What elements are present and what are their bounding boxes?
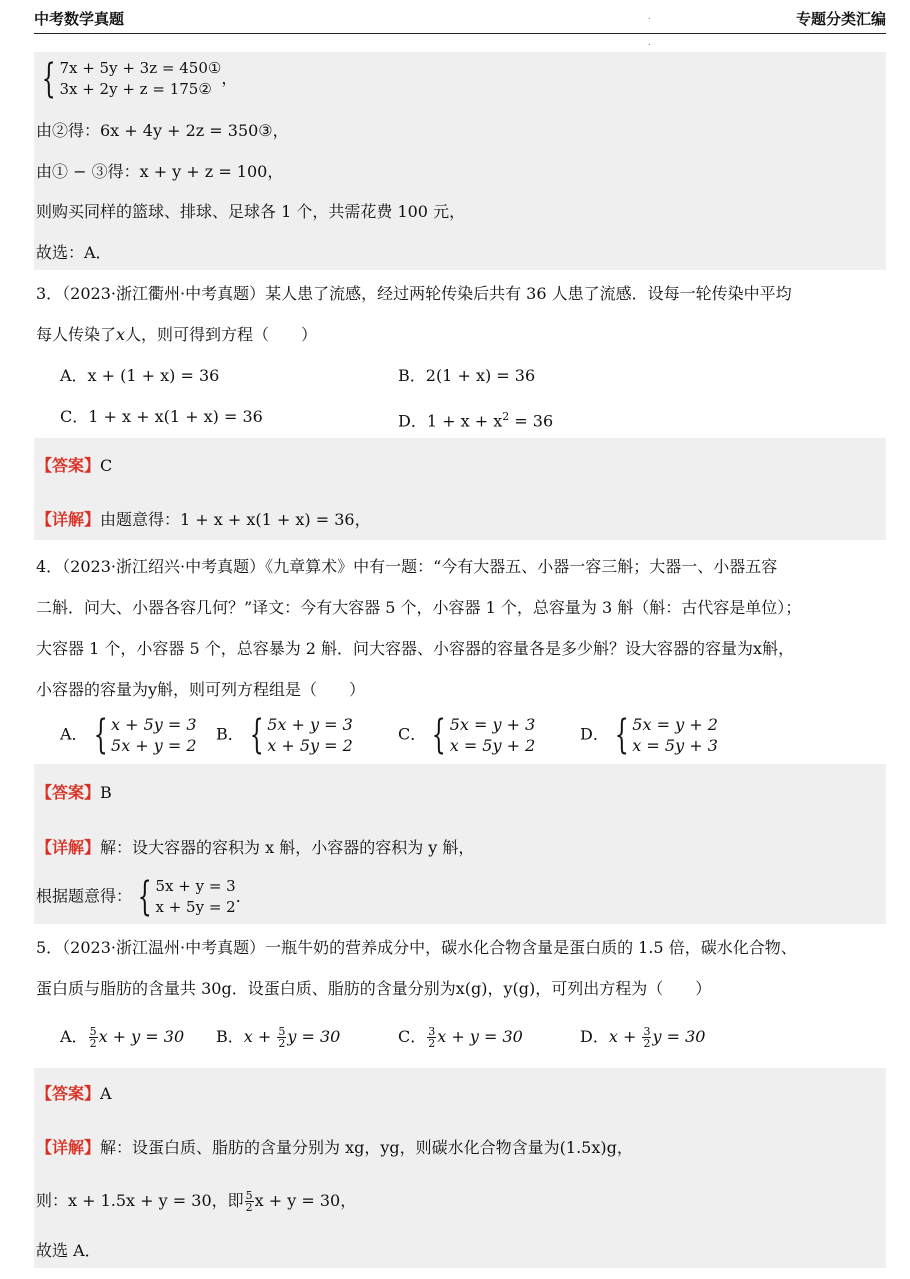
detail-line: 根据题意得： { 5x + y = 3 x + 5y = 2 ． <box>36 874 252 920</box>
question-3-text: 每人传染了x人，则可得到方程（ ） <box>36 325 318 344</box>
header-dot: . <box>648 12 651 21</box>
equation-2: 3x + 2y + z = 175② <box>59 80 212 98</box>
solution-line: 由②得：6x + 4y + 2z = 350③， <box>36 121 289 140</box>
equation-1: 7x + 5y + 3z = 450① <box>59 59 222 77</box>
answer-line: 【答案】A <box>36 1084 112 1103</box>
solution-line: 故选：A． <box>36 243 112 262</box>
option-a: A．x + (1 + x) = 36 <box>60 366 220 385</box>
option-d: D．$1 + x + x^2 = 36$ <box>398 410 554 431</box>
question-5-text: 蛋白质与脂肪的含量共 30g．设蛋白质、脂肪的含量分别为x(g)，y(g)，可列出方程为（ ） <box>36 979 712 998</box>
header-title-left: 中考数学真题 <box>34 10 125 28</box>
option-b: B．x + $\frac{5}{2}$ y = 30 <box>216 1025 341 1050</box>
question-4-text: 小容器的容量为y斛，则可列方程组是（ ） <box>36 680 366 699</box>
question-5-text: 5．（2023·浙江温州·中考真题）一瓶牛奶的营养成分中，碳水化合物含量是蛋白质的 1.5 倍，碳水化合物、 <box>36 938 797 957</box>
option-b: B．2(1 + x) = 36 <box>398 366 536 385</box>
option-a: A． { x + 5y = 3 5x + y = 2 <box>60 712 197 758</box>
answer-block-q5 <box>34 1068 886 1268</box>
option-b: B． { 5x + y = 3 x + 5y = 2 <box>216 712 353 758</box>
solution-line: 则购买同样的篮球、排球、足球各 1 个，共需花费 100 元， <box>36 202 466 221</box>
option-c: C． { 5x = y + 3 x = 5y + 2 <box>398 712 536 758</box>
header-divider <box>34 33 886 34</box>
option-d: D． { 5x = y + 2 x = 5y + 3 <box>580 712 718 758</box>
option-d: D．x + $\frac{3}{2}$ y = 30 <box>580 1025 706 1050</box>
option-c: C． $\frac{3}{2}$ x + y = 30 <box>398 1025 523 1050</box>
detail-line: 【详解】解：设蛋白质、脂肪的含量分别为 xg，yg，则碳水化合物含量为(1.5x)g， <box>36 1138 633 1157</box>
detail-line: 【详解】解：设大容器的容积为 x 斛，小容器的容积为 y 斛， <box>36 838 475 857</box>
solution-line: 由① − ③得：x + y + z = 100， <box>36 162 284 181</box>
equation-system: { 7x + 5y + 3z = 450① 3x + 2y + z = 175② ， <box>41 56 238 102</box>
page-header <box>34 6 886 34</box>
question-4-text: 二斛．问大、小器各容几何？”译文：今有大容器 5 个，小容器 1 个，总容量为 3 斛（斛：古代容是单位）； <box>36 598 802 617</box>
option-c: C．1 + x + x(1 + x) = 36 <box>60 407 263 426</box>
question-4-text: 大容器 1 个，小容器 5 个，总容暴为 2 斛．问大容器、小容器的容量各是多少斛？设大容器的容量为x斛， <box>36 639 795 658</box>
header-dot: . <box>648 38 651 47</box>
detail-line: 故选 A． <box>36 1241 101 1260</box>
option-a: A． $\frac{5}{2}$ x + y = 30 <box>60 1025 185 1050</box>
header-title-right: 专题分类汇编 <box>795 10 886 28</box>
detail-line: 【详解】由题意得：1 + x + x(1 + x) = 36， <box>36 510 371 529</box>
answer-line: 【答案】C <box>36 456 113 475</box>
punctuation: ， <box>221 68 238 88</box>
question-3-text: 3．（2023·浙江衢州·中考真题）某人患了流感，经过两轮传染后共有 36 人患了流感．设每一轮传染中平均 <box>36 284 792 303</box>
question-4-text: 4．（2023·浙江绍兴·中考真题）《九章算术》中有一题：“今有大器五、小器一容三斛；大器一、小器五容 <box>36 557 778 576</box>
detail-line: 则：x + 1.5x + y = 30，即 $\frac{5}{2}$ x + y = 30， <box>36 1189 357 1214</box>
answer-line: 【答案】B <box>36 783 112 802</box>
